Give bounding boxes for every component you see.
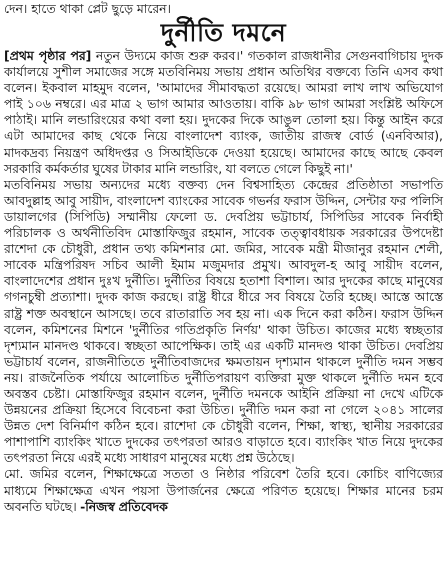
continuation-label: [প্রথম পৃষ্ঠার পর] <box>4 48 92 63</box>
paragraph-text: নতুন উদ্যমে কাজ শুরু করব।' গতকাল রাজধানীর সেগুনবাগিচায় দুদক কার্যালয়ে সুশীল সমাজের সঙ্গে মতবিনিময় সভায় প্রধান অতিথির বক্তব্যে তিনি এসব কথা বলেন। ইকবাল মাহমুদ বলেন, 'আমাদের সীমাবদ্ধতা রয়েছে। আমরা লাখ লাখ অভিযোগ পাই ১০৬ নম্বরে। এর মাত্র ২ ভাগ আমার আওতায়। বাকি ৯৮ ভাগ আমরা সংশ্লিষ্ট অফিসে পাঠাই। মানি লন্ডারিংয়ের কথা বলা হয়। দুদকের দিকে আঙুল তোলা হয়। কিন্তু আইন করে এটা আমাদের কাছ থেকে নিয়ে বাংলাদেশ ব্যাংক, জাতীয় রাজস্ব বোর্ড (এনবিআর), মাদকদ্রব্য নিয়ন্ত্রণ অধিদপ্তর ও সিআইডিকে দেওয়া হয়েছে। আমাদের কাছে আছে কেবল সরকারি কর্মকর্তার ঘুষের টাকার মানি লন্ডারিং, যা বলতে গেলে কিছুই না।' <box>4 48 443 176</box>
paragraph-text: মো. জমির বলেন, শিক্ষাক্ষেত্রে সততা ও নিষ্ঠার পরিবেশ তৈরি হবে। কোচিং বাণিজ্যের মাধ্যমে শিক্ষাক্ষেত্র এখন পয়সা উপার্জনের ক্ষেত্রে পরিণত হয়েছে। শিক্ষার মানের চরম অবনতি ঘটছে। <box>4 466 443 514</box>
article-body <box>4 48 443 515</box>
article-paragraph <box>4 466 443 514</box>
previous-article-tail: দেন। হাতে থাকা প্লেট ছুড়ে মারেন। <box>4 1 171 16</box>
article-paragraph <box>4 48 443 177</box>
article-headline: দুর্নীতি দমনে <box>160 18 287 47</box>
byline: -নিজস্ব প্রতিবেদক <box>80 498 168 514</box>
paragraph-text: মতবিনিময় সভায় অন্যদের মধ্যে বক্তব্য দেন বিশ্বসাহিত্য কেন্দ্রের প্রতিষ্ঠাতা সভাপতি আবদুল্লাহ আবু সায়ীদ, বাংলাদেশ ব্যাংকের সাবেক গভর্নর ফরাস উদ্দিন, সেন্টার ফর পলিসি ডায়ালগের (সিপিডি) সম্মানীয় ফেলো ড. দেবপ্রিয় ভট্টাচার্য, সিপিডির সাবেক নির্বাহী পরিচালক ও অর্থনীতিবিদ মোস্তাফিজুর রহমান, সাবেক তত্ত্বাবধায়ক সরকারের উপদেষ্টা রাশেদা কে চৌধুরী, প্রধান তথ্য কমিশনার মো. জমির, সাবেক মন্ত্রী মীজানুর রহমান শেলী, সাবেক মন্ত্রিপরিষদ সচিব আলী ইমাম মজুমদার প্রমুখ। আবদুল-হ আবু সায়ীদ বলেন, বাংলাদেশের প্রধান দুঃখ দুর্নীতি। দুর্নীতির বিষয়ে হতাশা বিশাল। আর দুদকের কাছে মানুষের গগনচুম্বী প্রত্যাশা। দুদক কাজ করছে। রাষ্ট্র ধীরে ধীরে সব বিষয়ে তৈরি হচ্ছে। আস্তে আস্তে রাষ্ট্র শক্ত অবস্থানে আসছে। তবে রাতারাতি সব হয় না। এক দিনে করা কঠিন। ফরাস উদ্দিন বলেন, কমিশনের মিশনে 'দুর্নীতির গতিপ্রকৃতি নির্ণয়' থাকা উচিত। কাজের মধ্যে স্বচ্ছতার দৃশ্যমান মানদণ্ড থাকবে। স্বচ্ছতা আপেক্ষিক। তাই এর একটি মানদণ্ড থাকা উচিত। দেবপ্রিয় ভট্টাচার্য বলেন, রাজনীতিতে দুর্নীতিবাজদের ক্ষমতায়ন দৃশ্যমান থাকলে দুর্নীতি দমন সম্ভব নয়। রাজনৈতিক পর্যায়ে আলোচিত দুর্নীতিপরায়ণ ব্যক্তিরা মুক্ত থাকলে দুর্নীতি দমন হবে অবস্তব চেষ্টা। মোস্তাফিজুর রহমান বলেন, দুর্নীতি দমনকে আইনি প্রক্রিয়া না দেখে এটিকে উন্নয়নের প্রক্রিয়া হিসেবে বিবেচনা করা উচিত। দুর্নীতি দমন করা না গেলে ২০৪১ সালের উন্নত দেশ বিনির্মাণ কঠিন হবে। রাশেদা কে চৌধুরী বলেন, শিক্ষা, স্বাস্থ্য, স্থানীয় সরকারের পাশাপাশি ব্যাংকিং খাতে দুদকের তৎপরতা আরও বাড়াতে হবে। ব্যাংকিং খাত নিয়ে দুদকের তৎপরতা নিয়ে এরই মধ্যে সাধারণ মানুষের মধ্যে প্রশ্ন উঠেছে। <box>4 176 443 466</box>
article-paragraph <box>4 177 443 467</box>
